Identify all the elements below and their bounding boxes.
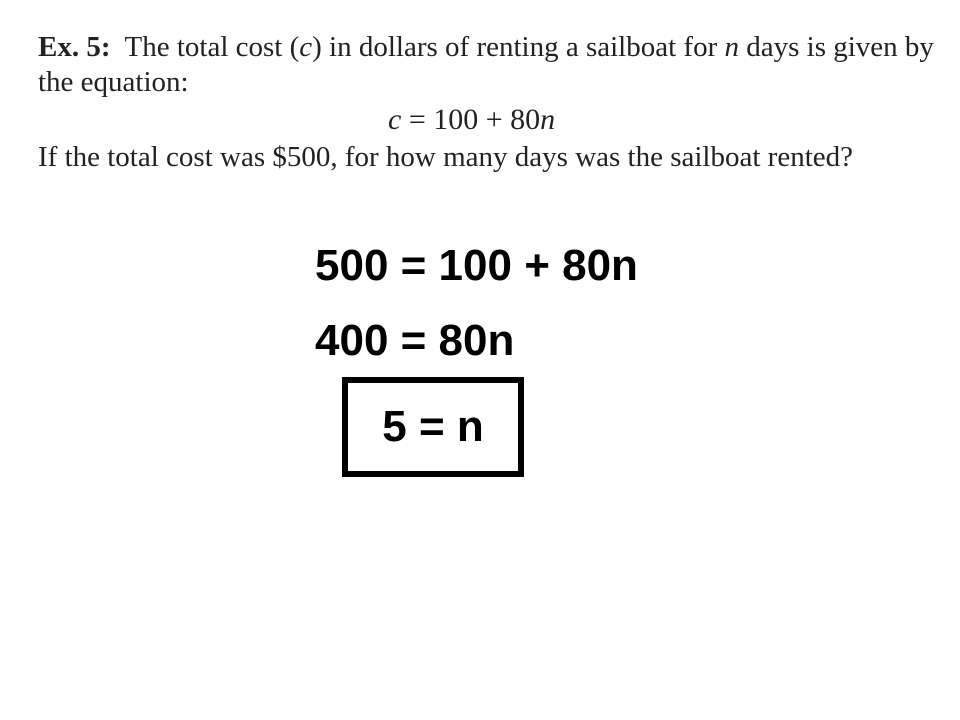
answer-box (342, 377, 524, 477)
cost-variable: c (299, 31, 313, 63)
question-text: If the total cost was $500, for how many days was the sailboat rented? (38, 141, 854, 173)
statement-part3: days is given by the equation: (38, 31, 934, 98)
answer-text: 5 = n (382, 402, 484, 451)
equation-lhs: c (388, 103, 402, 136)
statement-part2: ) in dollars of renting a sailboat for (312, 31, 725, 63)
solution-step-1: 500 = 100 + 80n (315, 241, 638, 290)
example-label: Ex. 5: (38, 31, 111, 63)
equation-mid: = 100 + 80 (401, 103, 541, 136)
problem-statement (38, 30, 943, 175)
given-equation (38, 100, 943, 140)
days-variable: n (724, 31, 739, 63)
problem-intro (38, 30, 943, 100)
equation-var: n (540, 103, 556, 136)
solution-step-2: 400 = 80n (315, 316, 515, 365)
statement-part1: The total cost ( (124, 31, 300, 63)
